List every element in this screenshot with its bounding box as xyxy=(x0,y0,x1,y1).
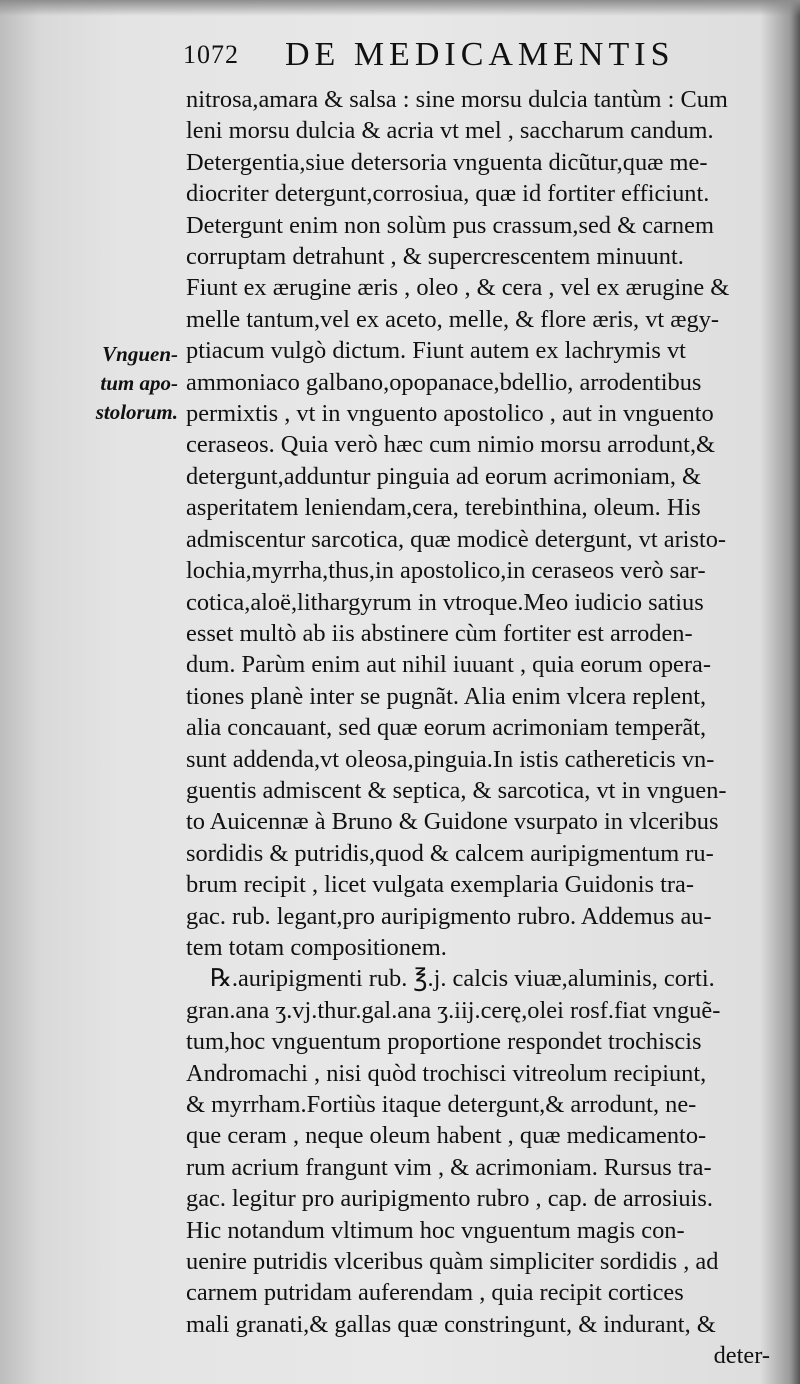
text-line: detergunt,adduntur pinguia ad eorum acrimoniam, & xyxy=(186,462,702,490)
text-line: ptiacum vulgò dictum. Fiunt autem ex lachrymis vt xyxy=(186,337,686,365)
margin-note-line: tum apo- xyxy=(100,371,178,395)
page-header xyxy=(183,34,743,78)
text-line: brum recipit , licet vulgata exemplaria Guidonis tra- xyxy=(186,871,694,899)
text-line: uenire putridis vlceribus quàm simpliciter sordidis , ad xyxy=(186,1248,719,1276)
text-line: cotica,aloë,lithargyrum in vtroque.Meo iudicio satius xyxy=(186,588,704,616)
text-line: guentis admiscent & septica, & sarcotica, vt in vnguen- xyxy=(186,776,727,804)
text-line: esset multò ab iis abstinere cùm fortiter est arroden- xyxy=(186,619,693,647)
text-line: to Auicennæ à Bruno & Guidone vsurpato in vlceribus xyxy=(186,808,719,836)
text-line: tem totam compositionem. xyxy=(186,933,447,961)
text-line: & myrrham.Fortiùs itaque detergunt,& arrodunt, ne- xyxy=(186,1091,697,1118)
margin-note xyxy=(66,340,178,427)
text-line: asperitatem leniendam,cera, terebinthina, oleum. His xyxy=(186,494,701,522)
text-line: sunt addenda,vt oleosa,pinguia.In istis cathereticis vn- xyxy=(186,745,715,773)
text-line: gran.ana ʒ.vj.thur.gal.ana ʒ.iij.cerę,olei rosf.fiat vnguẽ- xyxy=(186,996,721,1024)
page-top-shadow xyxy=(0,0,800,16)
text-line: mali granati,& gallas quæ constringunt, & indurant, & xyxy=(186,1310,716,1338)
text-line: admiscentur sarcotica, quæ modicè detergunt, vt aristo- xyxy=(186,525,727,553)
text-line: ℞.auripigmenti rub. ℥.j. calcis viuæ,aluminis, corti. xyxy=(210,965,715,993)
margin-note-line: stolorum. xyxy=(95,400,178,424)
text-line: sordidis & putridis,quod & calcem auripigmentum ru- xyxy=(186,839,714,867)
text-line: diocriter detergunt,corrosiua, quæ id fortiter efficiunt. xyxy=(186,180,710,208)
running-title: DE MEDICAMENTIS xyxy=(285,36,675,73)
text-line: ceraseos. Quia verò hæc cum nimio morsu arrodunt,& xyxy=(186,431,716,459)
text-line: alia concauant, sed quæ eorum acrimoniam temperãt, xyxy=(186,714,707,742)
text-line: melle tantum,vel ex aceto, melle, & flore æris, vt ægy- xyxy=(186,305,720,333)
text-line: corruptam detrahunt , & supercrescentem minuunt. xyxy=(186,243,684,271)
text-line: tum,hoc vnguentum proportione respondet trochiscis xyxy=(186,1028,702,1056)
text-line: Detergunt enim non solùm pus crassum,sed & carnem xyxy=(186,211,714,239)
text-line: gac. legitur pro auripigmento rubro , cap. de arrosiuis. xyxy=(186,1185,713,1213)
text-line: leni morsu dulcia & acria vt mel , saccharum candum. xyxy=(186,117,714,145)
catchword: deter- xyxy=(713,1342,770,1370)
body-text xyxy=(186,84,786,1372)
text-line: Detergentia,siue detersoria vnguenta dicũtur,quæ me- xyxy=(186,148,708,176)
text-line: rum acrium frangunt vim , & acrimoniam. Rursus tra- xyxy=(186,1153,712,1181)
margin-note-line: Vnguen- xyxy=(102,342,178,366)
text-line: carnem putridam auferendam , quia recipit cortices xyxy=(186,1279,684,1307)
text-line: tiones planè inter se pugnãt. Alia enim vlcera replent, xyxy=(186,682,707,710)
text-line: dum. Parùm enim aut nihil iuuant , quia eorum opera- xyxy=(186,651,711,679)
text-line: nitrosa,amara & salsa : sine morsu dulcia tantùm : Cum xyxy=(186,86,728,113)
text-line: Andromachi , nisi quòd trochisci vitreolum recipiunt, xyxy=(186,1059,707,1087)
page-number: 1072 xyxy=(183,40,239,69)
text-line: Fiunt ex ærugine æris , oleo , & cera , vel ex ærugine & xyxy=(186,274,730,302)
text-line: gac. rub. legant,pro auripigmento rubro. Addemus au- xyxy=(186,902,712,930)
text-line: permixtis , vt in vnguento apostolico , aut in vnguento xyxy=(186,400,714,428)
text-line: lochia,myrrha,thus,in apostolico,in ceraseos verò sar- xyxy=(186,557,706,585)
text-line: que ceram , neque oleum habent , quæ medicamento- xyxy=(186,1122,707,1150)
text-line: ammoniaco galbano,opopanace,bdellio, arrodentibus xyxy=(186,368,702,396)
text-line: Hic notandum vltimum hoc vnguentum magis con- xyxy=(186,1216,685,1244)
